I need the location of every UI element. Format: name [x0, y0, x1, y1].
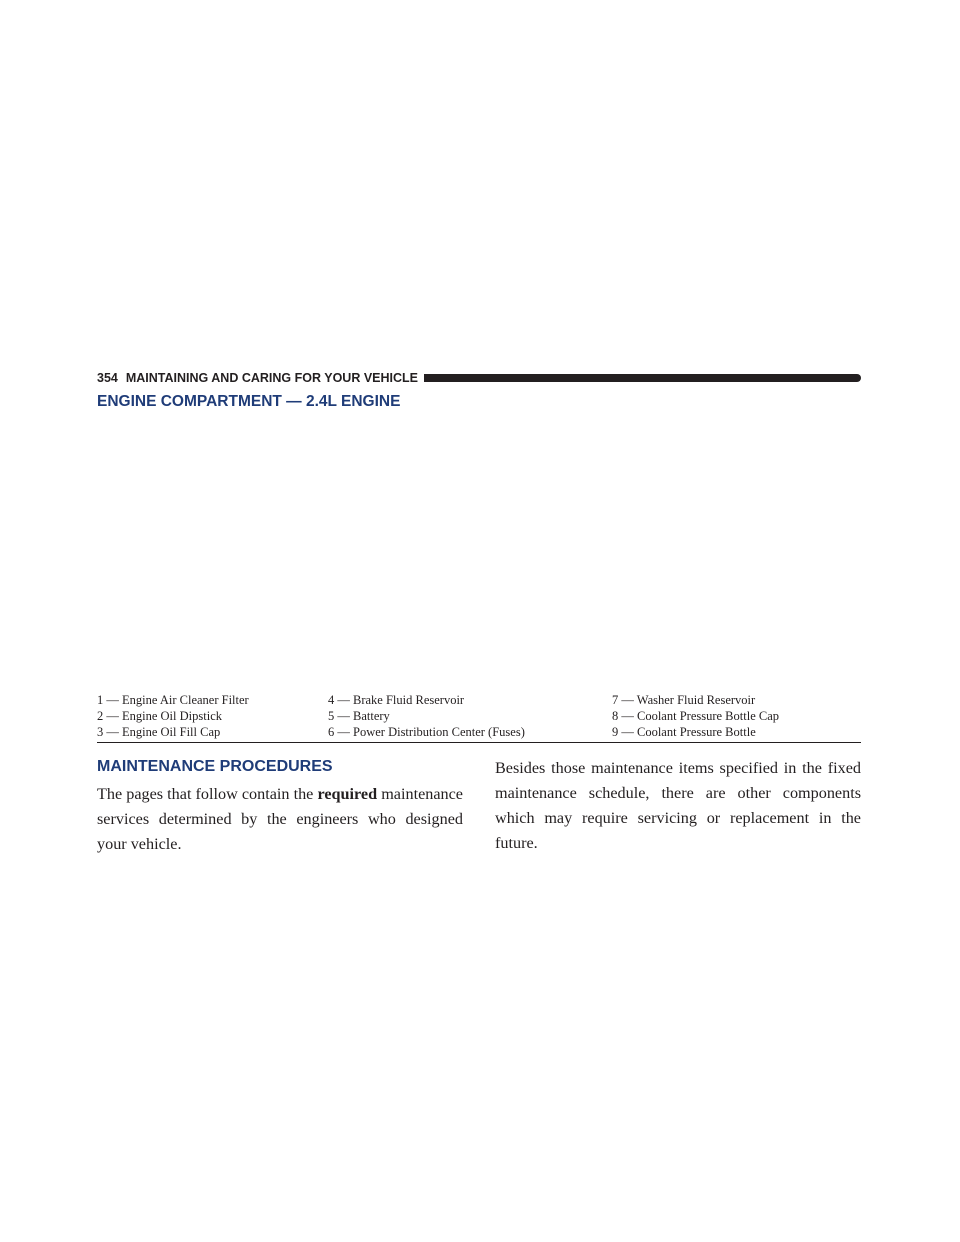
- legend-item: 8 — Coolant Pressure Bottle Cap: [612, 709, 779, 723]
- legend-item: 2 — Engine Oil Dipstick: [97, 709, 222, 723]
- page-number: 354: [97, 371, 118, 385]
- legend-column-2: [328, 692, 612, 740]
- engine-figure-area: [97, 418, 861, 688]
- intro-text: The pages that follow contain the: [97, 785, 318, 803]
- legend-column-3: [612, 692, 861, 740]
- legend-item: 4 — Brake Fluid Reservoir: [328, 693, 465, 707]
- header-rule: [424, 374, 861, 382]
- required-emphasis: required: [317, 785, 378, 803]
- legend-item: 9 — Coolant Pressure Bottle: [612, 725, 756, 739]
- section-heading: MAINTENANCE PROCEDURES: [97, 758, 333, 775]
- legend-item: 3 — Engine Oil Fill Cap: [97, 725, 221, 739]
- figure-legend: [97, 692, 861, 743]
- legend-item: 5 — Battery: [328, 709, 390, 723]
- page-title: ENGINE COMPARTMENT — 2.4L ENGINE: [97, 393, 401, 410]
- maintenance-intro-paragraph: [97, 782, 463, 857]
- legend-item: 1 — Engine Air Cleaner Filter: [97, 693, 249, 707]
- legend-item: 7 — Washer Fluid Reservoir: [612, 693, 756, 707]
- maintenance-additional-paragraph: Besides those maintenance items specified in the fixed maintenance schedule, there are other components which may require servicing or replacement in the future.: [495, 759, 861, 852]
- intro-text-continued: maintenance services determined by the engineers who designed your vehicle.: [97, 785, 463, 853]
- page-header: [97, 370, 861, 386]
- legend-column-1: [97, 692, 328, 740]
- legend-item: 6 — Power Distribution Center (Fuses): [328, 725, 525, 739]
- section-name: MAINTAINING AND CARING FOR YOUR VEHICLE: [125, 371, 418, 385]
